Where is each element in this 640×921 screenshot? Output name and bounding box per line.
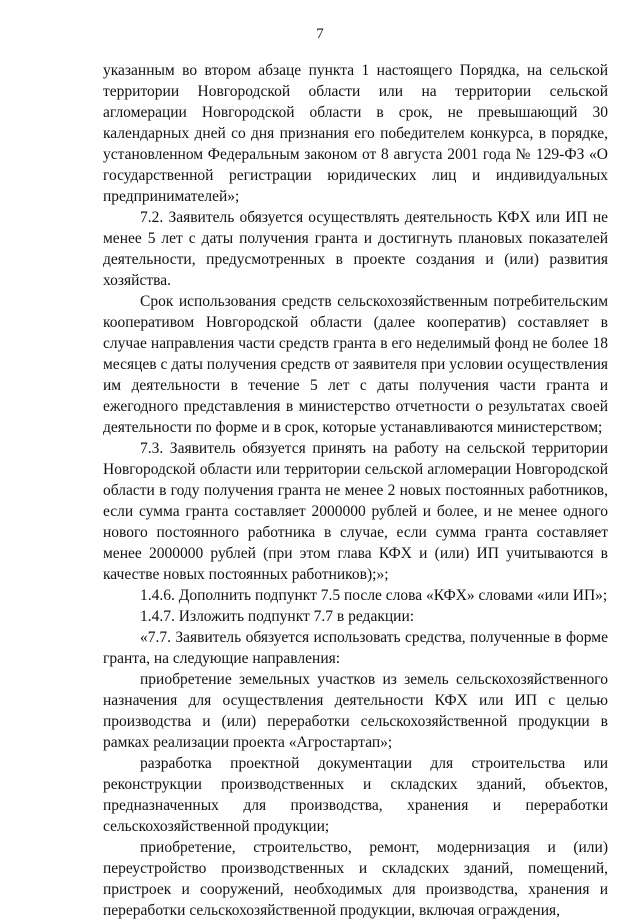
paragraph-cooperative-term: Срок использования средств сельскохозяйственным потребительским кооперативом Новгородской области (далее кооператив) составляет в случае направления части средств гранта в его неделимый фонд не более 18 месяцев с даты получения средств от заявителя при условии осуществления им деятельности в течение 5 лет с даты получения части гранта и ежегодного представления в министерство отчетности о результатах своей деятельности по форме и в срок, которые устанавливаются министерством;	[103, 293, 608, 436]
paragraph-7-2: 7.2. Заявитель обязуется осуществлять деятельность КФХ или ИП не менее 5 лет с даты получения гранта и достигнуть плановых показателей деятельности, предусмотренных в проекте создания и (или) развития хозяйства.	[103, 209, 608, 289]
paragraph-1-4-7: 1.4.7. Изложить подпункт 7.7 в редакции:	[140, 608, 415, 625]
paragraph-continuation: указанным во втором абзаце пункта 1 настоящего Порядка, на сельской территории Новгородской области или на территории сельской агломерации Новгородской области в срок, не превышающий 30 календарных дней со дня признания его победителем конкурса, в порядке, установленном Федеральным законом от 8 августа 2001 года № 129-ФЗ «О государственной регистрации юридических лиц и индивидуальных предпринимателей»;	[103, 62, 608, 205]
paragraph-7-3: 7.3. Заявитель обязуется принять на работу на сельской территории Новгородской области или территории сельской агломерации Новгородской области в году получения гранта не менее 2 новых постоянных работников, если сумма гранта составляет 2000000 рублей и более, и не менее одного нового постоянного работника в случае, если сумма гранта составляет менее 2000000 рублей (при этом глава КФХ и (или) ИП учитываются в качестве новых постоянных работников);»;	[103, 440, 608, 583]
document-body	[103, 60, 608, 921]
paragraph-land-acquisition: приобретение земельных участков из земель сельскохозяйственного назначения для осуществления деятельности КФХ или ИП с целью производства и (или) переработки сельскохозяйственной продукции в рамках реализации проекта «Агростартап»;	[103, 671, 608, 751]
paragraph-7-7: «7.7. Заявитель обязуется использовать средства, полученные в форме гранта, на следующие направления:	[103, 629, 608, 667]
paragraph-project-documentation: разработка проектной документации для строительства или реконструкции производственных и складских зданий, объектов, предназначенных для производства, хранения и переработки сельскохозяйственной продукции;	[103, 755, 608, 835]
page-number: 7	[316, 26, 324, 42]
paragraph-1-4-6: 1.4.6. Дополнить подпункт 7.5 после слова «КФХ» словами «или ИП»;	[140, 587, 608, 604]
paragraph-construction: приобретение, строительство, ремонт, модернизация и (или) переустройство производственных и складских зданий, помещений, пристроек и сооружений, необходимых для производства, хранения и переработки сельскохозяйственной продукции, включая ограждения,	[103, 839, 608, 919]
